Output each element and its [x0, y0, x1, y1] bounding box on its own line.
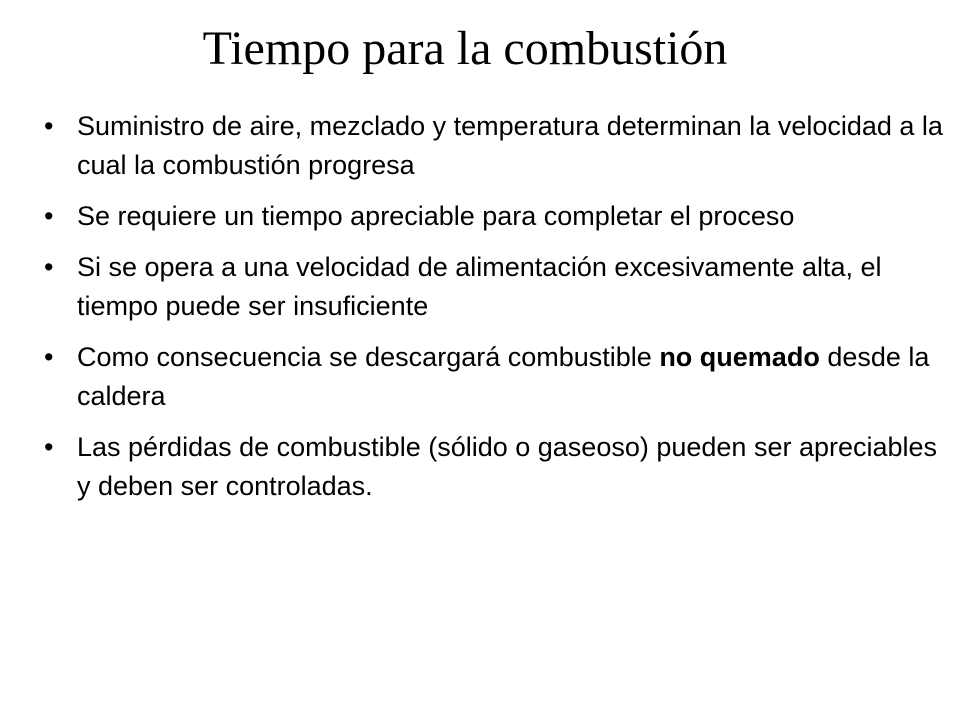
bullet-item-time-required — [44, 197, 948, 236]
bullet-item-unburned-fuel — [44, 338, 948, 416]
bullet-text: Se requiere un tiempo apreciable para completar el proceso — [77, 201, 795, 231]
bullet-item-fuel-losses — [44, 428, 948, 506]
bullet-icon: • — [44, 432, 54, 462]
bullet-item-high-feed-rate — [44, 248, 948, 326]
bullet-text: Suministro de aire, mezclado y temperatura determinan la velocidad a la cual la combustión progresa — [77, 111, 943, 180]
bullet-icon: • — [44, 252, 54, 282]
slide-title: Tiempo para la combustión — [202, 22, 728, 75]
bullet-text-emphasis: no quemado — [659, 342, 820, 372]
bullet-icon: • — [44, 342, 54, 372]
bullet-icon: • — [44, 111, 54, 141]
bullet-text: Las pérdidas de combustible (sólido o gaseoso) pueden ser apreciables y deben ser controladas. — [77, 432, 938, 501]
bullet-text-before: Como consecuencia se descargará combustible — [77, 342, 660, 372]
bullet-text: Si se opera a una velocidad de alimentación excesivamente alta, el tiempo puede ser insuficiente — [77, 252, 882, 321]
bullet-item-supply — [44, 107, 948, 185]
bullet-list — [44, 107, 948, 518]
bullet-icon: • — [44, 201, 54, 231]
bullet-text-after: desde la caldera — [77, 342, 930, 411]
